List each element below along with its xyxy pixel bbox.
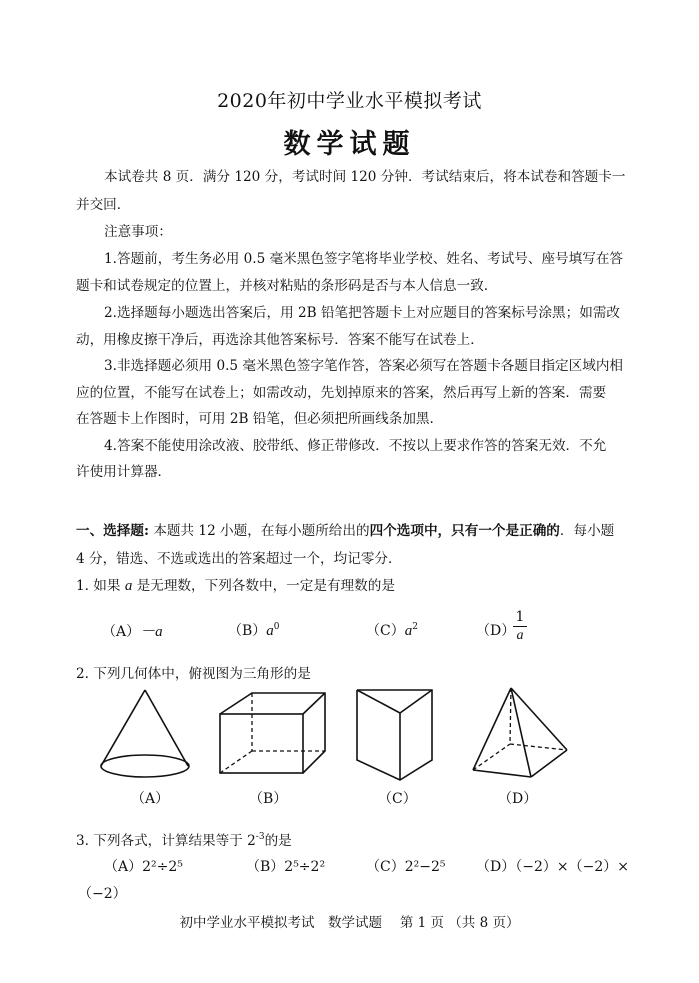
section-text-a: 本题共 12 小题，在每小题所给出的 [153,523,370,539]
q1-stem [76,574,395,595]
q3-stem-exp: -3 [255,832,265,842]
note-4-line-1: 4.答案不能使用涂改液、胶带纸、修正带修改．不按以上要求作答的答案无效．不允 [104,438,607,454]
q2-label-d: （D） [498,791,538,807]
q1-option-c [366,620,418,640]
q1-option-d-numerator: 1 [515,609,525,625]
q2-label-c: （C） [378,791,417,807]
pyramid-figure [473,688,567,777]
note-4-line-2: 许使用计算器． [76,464,172,480]
section-text-b: 四个选项中，只有一个是正确的 [369,523,560,539]
q1-option-b-exp: 0 [273,622,280,632]
q1-var: a [124,578,133,594]
q3-stem-b: 的是 [264,833,292,849]
exam-title: 2020年初中学业水平模拟考试 [217,90,482,112]
q1-option-c-base: a [404,623,413,639]
note-3-line-3: 在答题卡上作图时，可用 2B 铅笔，但必须把所画线条加黑. [76,411,434,427]
page-footer: 初中学业水平模拟考试 数学试题 第 1 页 （共 8 页） [179,915,520,931]
q3-option-c: （C）2²−2⁵ [366,859,446,875]
q1-option-d-label: （D） [476,623,516,639]
intro-line-1: 本试卷共 8 页．满分 120 分，考试时间 120 分钟．考试结束后，将本试卷和答题卡一 [104,169,626,185]
q2-stem: 2. 下列几何体中，俯视图为三角形的是 [76,666,311,682]
q1-stem-a: 1. 如果 [76,578,125,594]
intro-line-2: 并交回． [76,197,131,213]
q1-option-a-label: （A） [102,624,141,640]
note-3-line-2: 应的位置，不能写在试卷上；如需改动，先划掉原来的答案，然后再写上新的答案．需要 [76,385,607,401]
q1-option-a [102,620,163,641]
q2-solids-figure [0,680,699,790]
q1-stem-b: 是无理数，下列各数中，一定是有理数的是 [132,578,395,594]
note-2-line-1: 2.选择题每小题选出答案后，用 2B 铅笔把答题卡上对应题目的答案标号涂黑；如需改 [104,305,621,321]
q1-option-b [228,620,280,640]
section-text-c: ．每小题 [559,523,615,539]
q2-label-a: （A） [131,791,170,807]
q3-option-d-continued: （−2） [78,886,127,902]
triangular-prism-figure [357,690,432,780]
fraction-bar [513,626,527,627]
q1-option-b-base: a [266,623,274,639]
section-1-line-2: 4 分，错选、不选或选出的答案超过一个，均记零分． [76,551,402,567]
q3-option-a: （A）2²÷2⁵ [104,859,183,875]
section-1-line-1 [76,519,614,539]
note-1-line-1: 1.答题前，考生务必用 0.5 毫米黑色签字笔将毕业学校、姓名、考试号、座号填写在答 [104,251,624,267]
q1-option-d-fraction [513,609,527,644]
q1-option-c-exp: 2 [412,622,418,632]
q2-label-b: （B） [249,791,288,807]
note-2-line-2: 动，用橡皮擦干净后，再选涂其他答案标号．答案不能写在试卷上． [76,332,484,348]
note-1-line-2: 题卡和试卷规定的位置上，并核对粘贴的条形码是否与本人信息一致. [76,278,489,294]
q3-option-b: （B）2⁵÷2² [246,859,326,875]
subject-title: 数学试题 [283,129,416,160]
q1-option-b-label: （B） [228,623,267,639]
q3-option-d: （D）（−2）×（−2）× [476,859,629,875]
q3-stem-a: 3. 下列各式，计算结果等于 2 [76,833,256,849]
q3-stem [76,829,292,849]
cuboid-figure [220,693,325,773]
q1-option-d-denominator: a [516,628,524,643]
q1-option-a-value: －a [140,624,163,640]
cone-figure [101,690,189,777]
notes-heading: 注意事项： [104,224,172,240]
note-3-line-1: 3.非选择题必须用 0.5 毫米黑色签字笔作答，答案必须写在答题卡各题目指定区域内相 [104,358,624,374]
section-label: 一、选择题: [76,523,149,539]
q1-option-c-label: （C） [366,623,405,639]
